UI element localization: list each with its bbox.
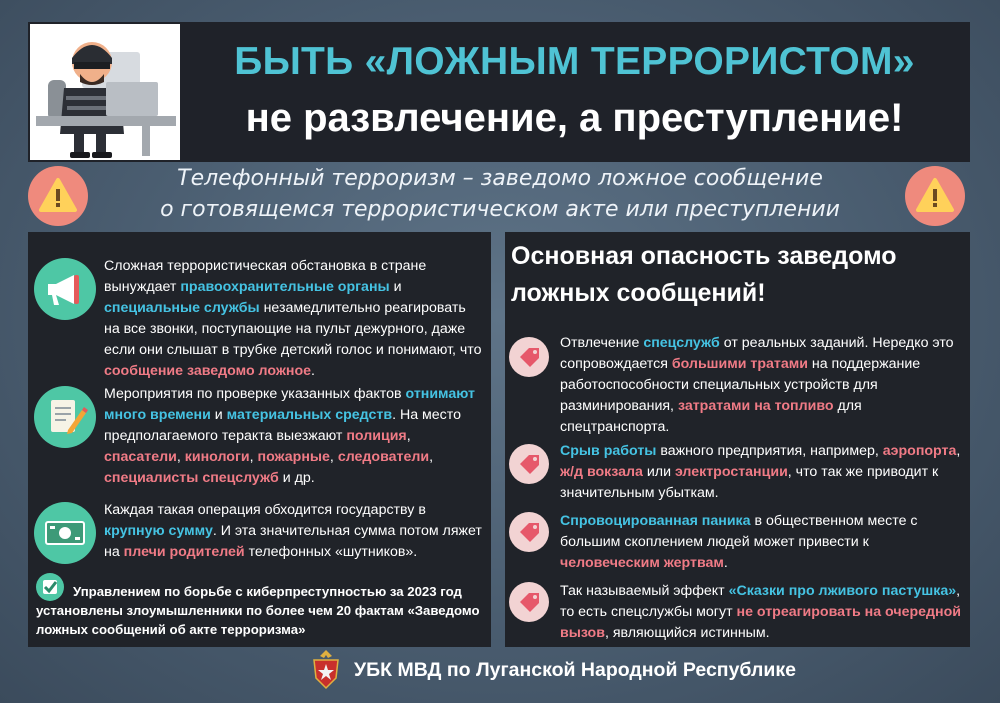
subtitle-line-2: о готовящемся террористическом акте или преступлении [160,197,840,222]
left-block-3: Каждая такая операция обходится государству в крупную сумму. И эта значительная сумма потом ляжет на плечи родителей телефонных «шутников». [104,502,482,560]
danger-item-4: Так называемый эффект «Сказки про лживого пастушка», то есть спецслужбы могут не отреагировать на очередной вызов, являющийся истинным. [560,583,961,641]
title-line-1: БЫТЬ «ЛОЖНЫМ ТЕРРОРИСТОМ» [234,40,915,83]
danger-item-3: Спровоцированная паника в общественном месте с большим скоплением людей может привести к человеческим жертвам. [560,513,918,571]
subtitle-line-1: Телефонный терроризм – заведомо ложное сообщение [177,166,823,191]
money-icon [34,502,96,564]
right-heading: Основная опасность заведомо ложных сообщений! [511,242,897,307]
footer-organization: УБК МВД по Луганской Народной Республике [354,659,796,681]
left-block-1: Сложная террористическая обстановка в стране вынуждает правоохранительные органы и специальные службы незамедлительно реагировать на все звонки, поступающие на пульт дежурного, даже если они слышат в трубке детский голос и понимают, что сообщение заведомо ложное. [104,258,482,379]
warning-icon [28,166,88,226]
statistics-note: Управлением по борьбе с киберпреступностью за 2023 год установлены злоумышленники по более чем 20 фактам «Заведомо ложных сообщений об акте терроризма» [36,584,480,637]
price-tag-icon [509,582,549,622]
left-block-2: Мероприятия по проверке указанных фактов отнимают много времени и материальных средств. На место предполагаемого теракта выезжают полиция, спасатели, кинологи, пожарные, следователи, специалисты спецслужб и др. [104,386,475,486]
hacker-illustration [30,24,180,160]
mvd-emblem [306,646,346,694]
subtitle [110,163,890,225]
warning-icon [905,166,965,226]
price-tag-icon [509,444,549,484]
price-tag-icon [509,512,549,552]
price-tag-icon [509,337,549,377]
notepad-pencil-icon [34,386,96,448]
danger-item-2: Срыв работы важного предприятия, например, аэропорта, ж/д вокзала или электростанции, что так же приводит к значительным убыткам. [560,443,961,501]
danger-item-1: Отвлечение спецслужб от реальных заданий. Нередко это сопровождается большими тратами на поддержание работоспособности специальных устройств для разминирования, затратами на топливо для спецтранспорта. [560,335,954,435]
title-line-2: не развлечение, а преступление! [245,96,904,140]
megaphone-icon [34,258,96,320]
